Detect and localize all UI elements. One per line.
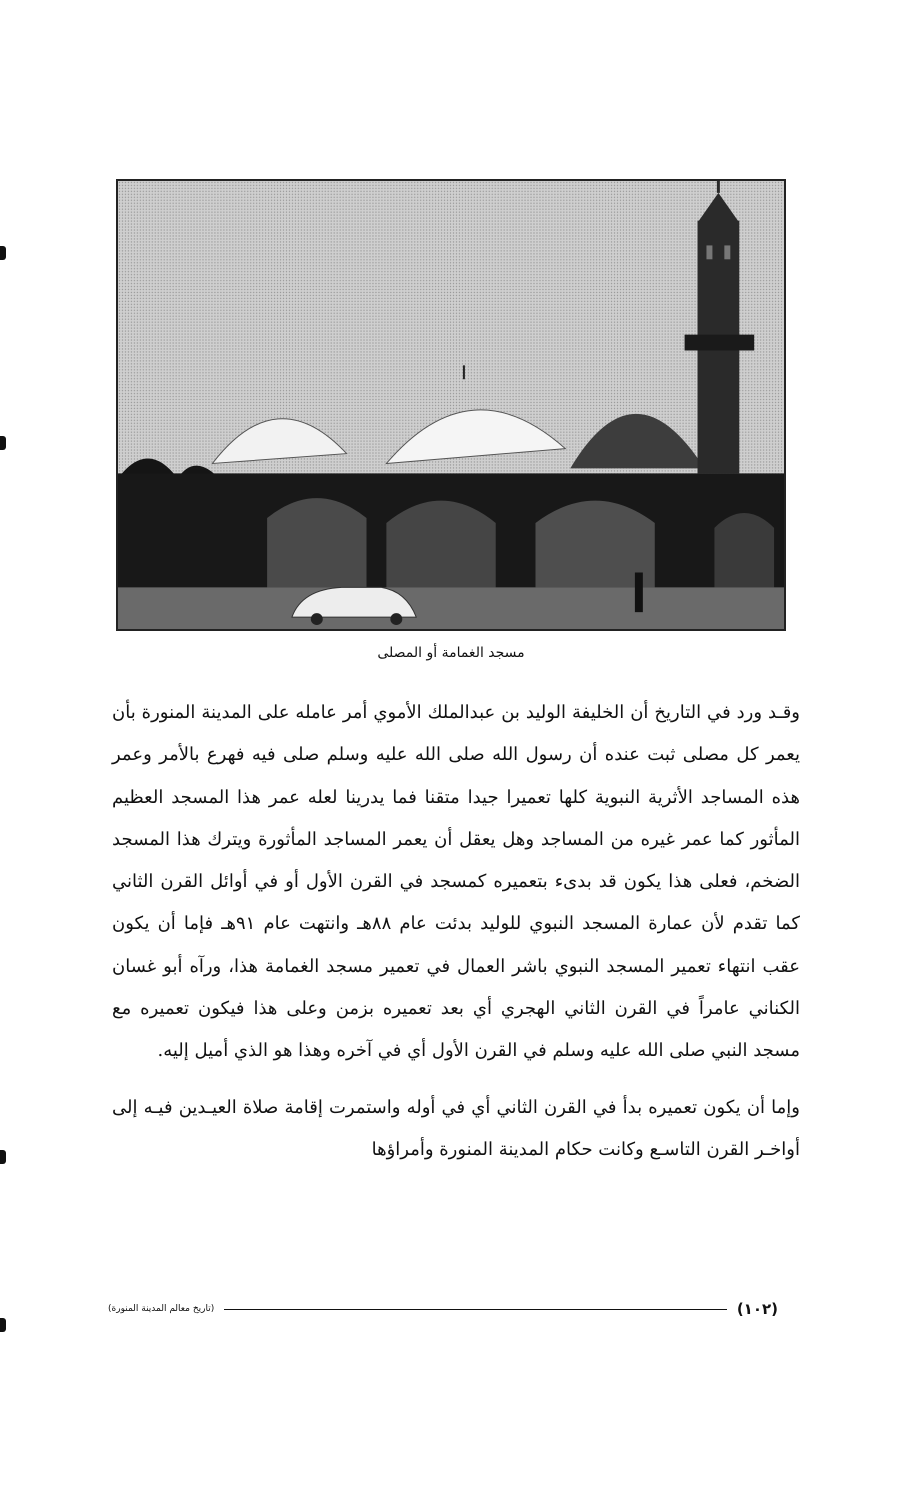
scan-edge-mark	[0, 1150, 6, 1164]
photo-caption: مسجد الغمامة أو المصلى	[377, 645, 525, 661]
scan-edge-mark	[0, 1318, 6, 1332]
body-text	[112, 692, 800, 1171]
page-number: (١٠٢)	[736, 1300, 778, 1318]
book-title: (تاريخ معالم المدينة المنورة)	[108, 1304, 215, 1314]
footer-rule	[224, 1309, 727, 1310]
paragraph: وإما أن يكون تعميره بدأ في القرن الثاني أي في أوله واستمرت إقامة صلاة العيـدين فيـه إلى أواخـر القرن التاسـع وكانت حكام المدينة المنورة وأمراؤها	[112, 1096, 800, 1160]
page-footer	[108, 1298, 778, 1320]
scan-edge-mark	[0, 436, 6, 450]
paragraph: وقـد ورد في التاريخ أن الخليفة الوليد بن عبدالملك الأموي أمر عامله على المدينة المنورة بأن يعمر كل مصلى ثبت عنده أن رسول الله صلى الله عليه وسلم صلى فيه فهرع بالأمر وعمر هذه المساجد الأثرية النبوية كلها تعميرا جيدا متقنا فما يدرينا لعله عمر هذا المسجد العظيم المأثور كما عمر غيره من المساجد وهل يعقل أن يعمر المساجد المأثورة ويترك هذا المسجد الضخم، فعلى هذا يكون قد بدىء بتعميره كمسجد في القرن الأول أو في أوائل القرن الثاني كما تقدم لأن عمارة المسجد النبوي للوليد بدئت عام ٨٨هـ وانتهت عام ٩١هـ فإما أن يكون عقب انتهاء تعمير المسجد النبوي باشر العمال في تعمير مسجد الغمامة هذا، ورآه أبو غسان الكناني عامراً في القرن الثاني الهجري أي بعد تعميره بزمن وعلى هذا فيكون تعميره مع مسجد النبي صلى الله عليه وسلم في القرن الأول أي في آخره وهذا هو الذي أميل إليه.	[112, 702, 800, 1062]
mosque-photo	[116, 179, 786, 631]
scan-edge-mark	[0, 246, 6, 260]
